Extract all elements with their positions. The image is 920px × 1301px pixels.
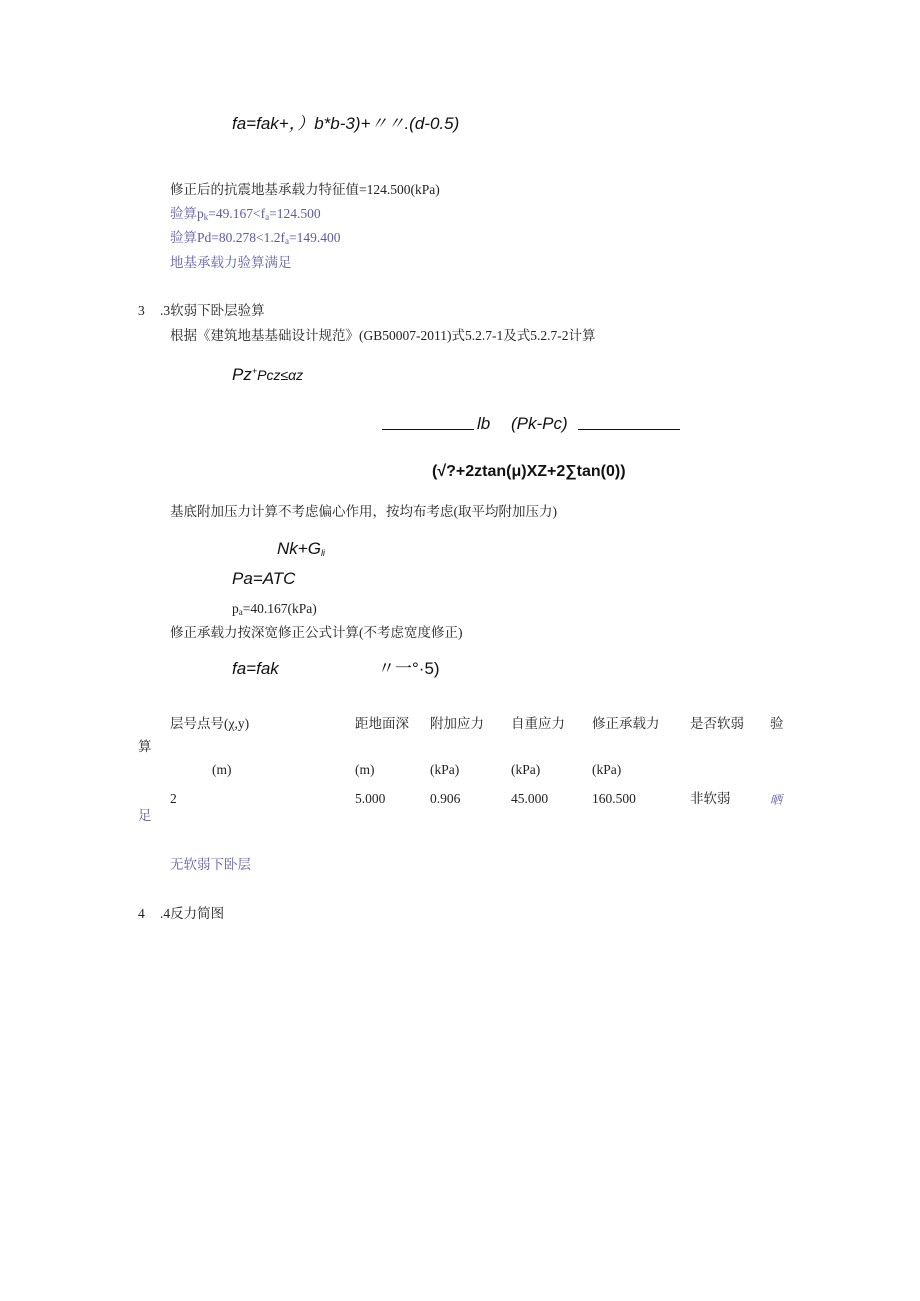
table-cell-layer: 2 — [170, 791, 177, 806]
check-pd-text: 验算$Pd=80.278<1.2f_a=149.400$ — [170, 230, 341, 246]
table-header-self-stress: 自重应力 — [511, 716, 565, 731]
section-3-title: .3软弱下卧层验算 — [160, 303, 265, 318]
formula-pa: Pa=ATC — [232, 569, 296, 588]
check-pk-text: 验算$p_k=49.167<f_a=124.500$ — [170, 206, 321, 222]
fraction-line-right — [578, 429, 680, 430]
no-weak-text: 无软弱下卧层 — [170, 857, 251, 872]
table-unit-depth: (m) — [355, 762, 375, 777]
table-header-check-wrap: 算 — [138, 739, 152, 754]
section-4-title: .4反力简图 — [160, 906, 225, 921]
table-header-added-stress: 附加应力 — [430, 716, 484, 731]
basis-text: 根据《建筑地基基础设计规范》(GB50007-2011)式5.2.7-1及式5.2.7-2计算 — [170, 328, 596, 343]
fraction-denominator: (√?+2ztan(μ)XZ+2∑tan(0)) — [432, 463, 626, 480]
table-cell-check: 晒 — [770, 793, 783, 807]
table-cell-added: 0.906 — [430, 791, 461, 806]
fraction-numerator-lb: lb — [477, 414, 491, 433]
table-header-depth: 距地面深 — [355, 716, 409, 731]
table-header-check: 验 — [770, 716, 784, 731]
formula-fa-short-left: fa=fak — [232, 659, 279, 678]
formula-nk: $Nk+G_{li}$ — [277, 539, 325, 558]
fraction-numerator-pk: (Pk-Pc) — [511, 414, 568, 433]
section-4-number: 4 — [138, 906, 145, 921]
formula-fa-short-right: 〃一°·5) — [378, 659, 440, 678]
table-cell-check-wrap: 足 — [138, 808, 152, 823]
table-header-weak: 是否软弱 — [690, 716, 744, 731]
table-cell-depth: 5.000 — [355, 791, 386, 806]
formula-fa-full: fa=fak+，）b*b-3)+〃〃.(d-0.5) — [232, 114, 460, 133]
table-cell-self: 45.000 — [511, 791, 549, 806]
table-unit-added: (kPa) — [430, 762, 460, 777]
table-cell-capacity: 160.500 — [592, 791, 636, 806]
fraction-line-left — [382, 429, 474, 430]
note-pressure-text: 基底附加压力计算不考虑偏心作用，按均布考虑(取平均附加压力) — [170, 504, 557, 519]
note-capacity-text: 修正承载力按深宽修正公式计算(不考虑宽度修正) — [170, 625, 463, 640]
check-ok-text: 地基承载力验算满足 — [170, 255, 292, 270]
table-unit-self: (kPa) — [511, 762, 541, 777]
seismic-capacity-text: 修正后的抗震地基承载力特征值=124.500(kPa) — [170, 182, 440, 197]
table-cell-weak: 非软弱 — [690, 791, 731, 806]
table-header-capacity: 修正承载力 — [592, 716, 660, 731]
pa-value-text: $p_a=40.167(kPa)$ — [232, 601, 317, 617]
section-3-number: 3 — [138, 303, 145, 318]
table-header-layer: 层号点号(χ,y) — [170, 716, 250, 731]
table-unit-capacity: (kPa) — [592, 762, 622, 777]
table-unit-layer: (m) — [212, 762, 232, 777]
formula-pz: Pz+Pcz≤αz — [232, 365, 304, 384]
